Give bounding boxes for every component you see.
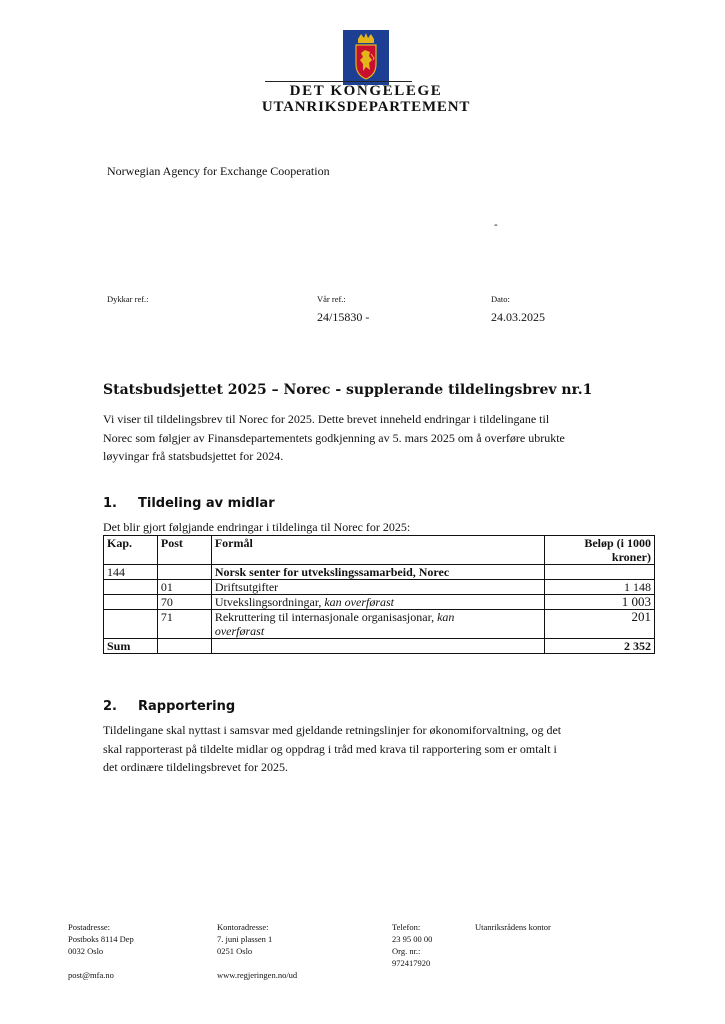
header-belop xyxy=(545,536,655,565)
footer-office-name: Utanriksrådens kontor xyxy=(475,922,551,932)
section1-lead: Det blir gjort følgjande endringar i tildelinga til Norec for 2025: xyxy=(103,520,411,534)
footer-office-label: Kontoradresse: xyxy=(217,922,269,932)
header-belop-line1: Beløp (i 1000 xyxy=(584,536,651,550)
intro-paragraph xyxy=(103,410,658,466)
footer-org-label: Org. nr.: xyxy=(392,946,421,956)
section2-line: Tildelingane skal nyttast i samsvar med gjeldande retningslinjer for økonomiforvaltning, og det xyxy=(103,723,562,737)
header-formal: Formål xyxy=(211,536,544,565)
cell-kap: 144 xyxy=(104,565,158,580)
ministry-name-line1: DET KONGELEGE xyxy=(289,83,443,99)
letter-title: Statsbudsjettet 2025 – Norec - supplerande tildelingsbrev nr.1 xyxy=(103,382,593,398)
footer-org-value: 972417920 xyxy=(392,958,431,968)
formal-italic-line2: overførast xyxy=(214,624,265,638)
footer-office-line1: 7. juni plassen 1 xyxy=(217,934,273,944)
footer-email[interactable]: post@mfa.no xyxy=(68,970,114,980)
allocation-table xyxy=(103,535,655,654)
section1-heading xyxy=(103,496,275,511)
address-dash: - xyxy=(494,218,498,231)
ministry-name-line2: UTANRIKSDEPARTEMENT xyxy=(261,99,471,115)
cell-belop: 201 xyxy=(545,610,655,639)
footer-post-label: Postadresse: xyxy=(68,922,111,932)
cell-kap xyxy=(104,580,158,595)
footer-post-line2: 0032 Oslo xyxy=(68,946,104,956)
our-ref-value: 24/15830 - xyxy=(317,310,370,324)
footer-office xyxy=(217,921,297,981)
cell-post: 71 xyxy=(157,610,211,639)
coat-of-arms-logo xyxy=(343,30,389,85)
table-header-row xyxy=(104,536,655,565)
section2-heading xyxy=(103,699,235,714)
recipient-name: Norwegian Agency for Exchange Cooperation xyxy=(107,164,330,178)
date-label: Dato: xyxy=(491,294,510,304)
section2-line: skal rapporterast på tildelte midlar og oppdrag i tråd med krava til rapportering som er omtalt i xyxy=(103,741,557,756)
cell-post xyxy=(157,639,211,654)
formal-text: Utvekslingsordningar, xyxy=(214,595,325,609)
cell-belop: 1 003 xyxy=(545,595,655,610)
your-ref-label: Dykkar ref.: xyxy=(107,294,149,304)
formal-text: Rekruttering til internasjonale organisasjonar, xyxy=(214,610,438,624)
formal-italic: kan xyxy=(437,610,455,624)
cell-post xyxy=(157,565,211,580)
footer-postal xyxy=(68,921,134,981)
intro-line: løyvingar frå statsbudsjettet for 2024. xyxy=(103,449,284,463)
header-post: Post xyxy=(157,536,211,565)
footer-contact xyxy=(392,921,432,969)
table-row xyxy=(104,580,655,595)
cell-formal xyxy=(211,610,544,639)
footer-post-line1: Postboks 8114 Dep xyxy=(68,934,134,944)
section1-title: Tildeling av midlar xyxy=(138,496,275,511)
cell-sum-value: 2 352 xyxy=(545,639,655,654)
formal-italic: kan overførast xyxy=(324,595,395,609)
date-value: 24.03.2025 xyxy=(491,310,545,324)
cell-belop: 1 148 xyxy=(545,580,655,595)
footer-phone-label: Telefon: xyxy=(392,922,421,932)
cell-formal xyxy=(211,639,544,654)
cell-formal: Norsk senter for utvekslingssamarbeid, Norec xyxy=(211,565,544,580)
intro-line: Norec som følgjer av Finansdepartementets godkjenning av 5. mars 2025 om å overføre ubrukte xyxy=(103,430,565,445)
letterhead-rule xyxy=(265,81,412,82)
cell-sum-label: Sum xyxy=(104,639,158,654)
table-chapter-row xyxy=(104,565,655,580)
section2-paragraph xyxy=(103,721,658,777)
table-sum-row xyxy=(104,639,655,654)
section2-line: det ordinære tildelingsbrevet for 2025. xyxy=(103,760,288,774)
section2-number: 2. xyxy=(103,699,117,714)
table-row xyxy=(104,595,655,610)
header-kap: Kap. xyxy=(104,536,158,565)
footer-office-line2: 0251 Oslo xyxy=(217,946,253,956)
table-row xyxy=(104,610,655,639)
cell-kap xyxy=(104,595,158,610)
cell-post: 70 xyxy=(157,595,211,610)
header-belop-line2: kroner) xyxy=(611,550,651,564)
cell-kap xyxy=(104,610,158,639)
section1-number: 1. xyxy=(103,496,117,511)
footer-web-link[interactable]: www.regjeringen.no/ud xyxy=(217,970,298,980)
cell-formal: Driftsutgifter xyxy=(211,580,544,595)
cell-post: 01 xyxy=(157,580,211,595)
section2-title: Rapportering xyxy=(138,699,236,714)
cell-belop xyxy=(545,565,655,580)
our-ref-label: Vår ref.: xyxy=(317,294,346,304)
intro-line: Vi viser til tildelingsbrev til Norec for 2025. Dette brevet inneheld endringar i tildelingane til xyxy=(103,412,550,426)
cell-formal xyxy=(211,595,544,610)
footer-phone-value: 23 95 00 00 xyxy=(392,934,433,944)
